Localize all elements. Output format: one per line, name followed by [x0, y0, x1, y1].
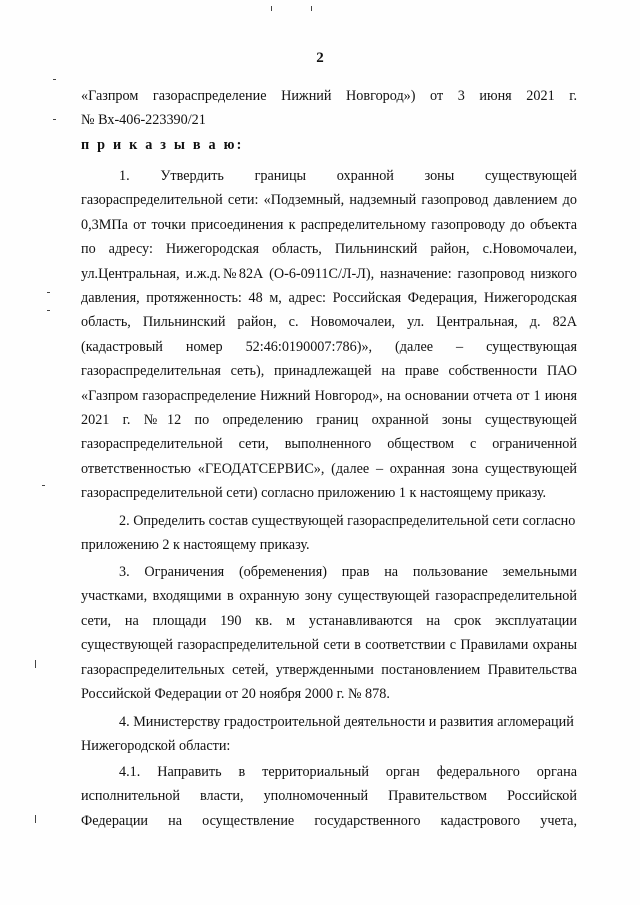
- text-line: (кадастровый номер 52:46:0190007:786)», (далее – существующая: [81, 338, 577, 355]
- text-line: существующей газораспределительной сети в соответствии с Правилами охраны: [81, 637, 577, 654]
- intro-block: [81, 84, 577, 157]
- text-line: исполнительной власти, уполномоченный Правительством Российской: [81, 788, 577, 805]
- text-line: «Газпром газораспределение Нижний Новгород») от 3 июня 2021 г.: [81, 88, 577, 104]
- paragraph-4-1: [81, 760, 577, 833]
- scan-mark: [35, 660, 36, 668]
- text-line: газораспределительная сеть), принадлежащей на праве собственности ПАО: [81, 363, 577, 380]
- text-line: ул.Центральная, и.ж.д.№82А (О-6-0911С/Л-Л), назначение: газопровод низкого: [81, 265, 577, 282]
- scan-mark: [271, 6, 272, 11]
- text-line: 0,3МПа от точки присоединения к распределительному газопроводу до объекта: [81, 216, 577, 233]
- scan-mark: [47, 292, 50, 293]
- text-line: газораспределительных сетей, утвержденными постановлением Правительства: [81, 661, 577, 678]
- page-number: 2: [316, 50, 324, 66]
- text-line: приложению 2 к настоящему приказу.: [81, 537, 310, 554]
- text-line: сети, на площади 190 кв. м устанавливаются на срок эксплуатации: [81, 612, 577, 629]
- scan-mark: [47, 310, 50, 311]
- paragraph-4: [81, 710, 577, 759]
- paragraph-2: [81, 509, 577, 558]
- text-line: по адресу: Нижегородская область, Пильнинский район, с.Новомочалеи,: [81, 241, 577, 258]
- scan-mark: [53, 119, 56, 120]
- text-line: область, Пильнинский район, с. Новомочалеи, ул. Центральная, д. 82А: [81, 314, 577, 331]
- scan-mark: [311, 6, 312, 11]
- text-line: 4. Министерству градостроительной деятельности и развития агломераций: [119, 714, 574, 730]
- text-line: № Вх-406-223390/21: [81, 112, 206, 129]
- text-line: «Газпром газораспределение Нижний Новгород», на основании отчета от 1 июня: [81, 387, 577, 404]
- paragraph-1: [81, 164, 577, 505]
- text-line: 4.1. Направить в территориальный орган федерального органа: [119, 764, 577, 780]
- text-line: 3. Ограничения (обременения) прав на пользование земельными: [119, 564, 577, 580]
- paragraph-3: [81, 560, 577, 706]
- text-line: Нижегородской области:: [81, 738, 231, 755]
- scan-mark: [42, 485, 45, 486]
- text-line: давления, протяженность: 48 м, адрес: Российская Федерация, Нижегородская: [81, 289, 577, 306]
- text-line: Российской Федерации от 20 ноября 2000 г. № 878.: [81, 685, 390, 702]
- text-line: участками, входящими в охранную зону существующей газораспределительной: [81, 588, 577, 605]
- scan-mark: [53, 79, 56, 80]
- order-heading: п р и к а з ы в а ю:: [81, 136, 244, 153]
- scan-mark: [35, 815, 36, 823]
- text-line: Федерации на осуществление государственного кадастрового учета,: [81, 812, 577, 829]
- text-line: газораспределительной сети) согласно приложению 1 к настоящему приказу.: [81, 485, 547, 502]
- text-line: ответственностью «ГЕОДАТСЕРВИС», (далее – охранная зона существующей: [81, 460, 577, 477]
- text-line: 2. Определить состав существующей газораспределительной сети согласно: [119, 513, 576, 529]
- text-line: 1. Утвердить границы охранной зоны существующей: [119, 168, 577, 184]
- text-line: газораспределительной сети, выполненного обществом с ограниченной: [81, 436, 577, 453]
- text-line: газораспределительной сети: «Подземный, надземный газопровод давлением до: [81, 192, 577, 209]
- text-line: 2021 г. №12 по определению границ охранной зоны существующей: [81, 411, 577, 428]
